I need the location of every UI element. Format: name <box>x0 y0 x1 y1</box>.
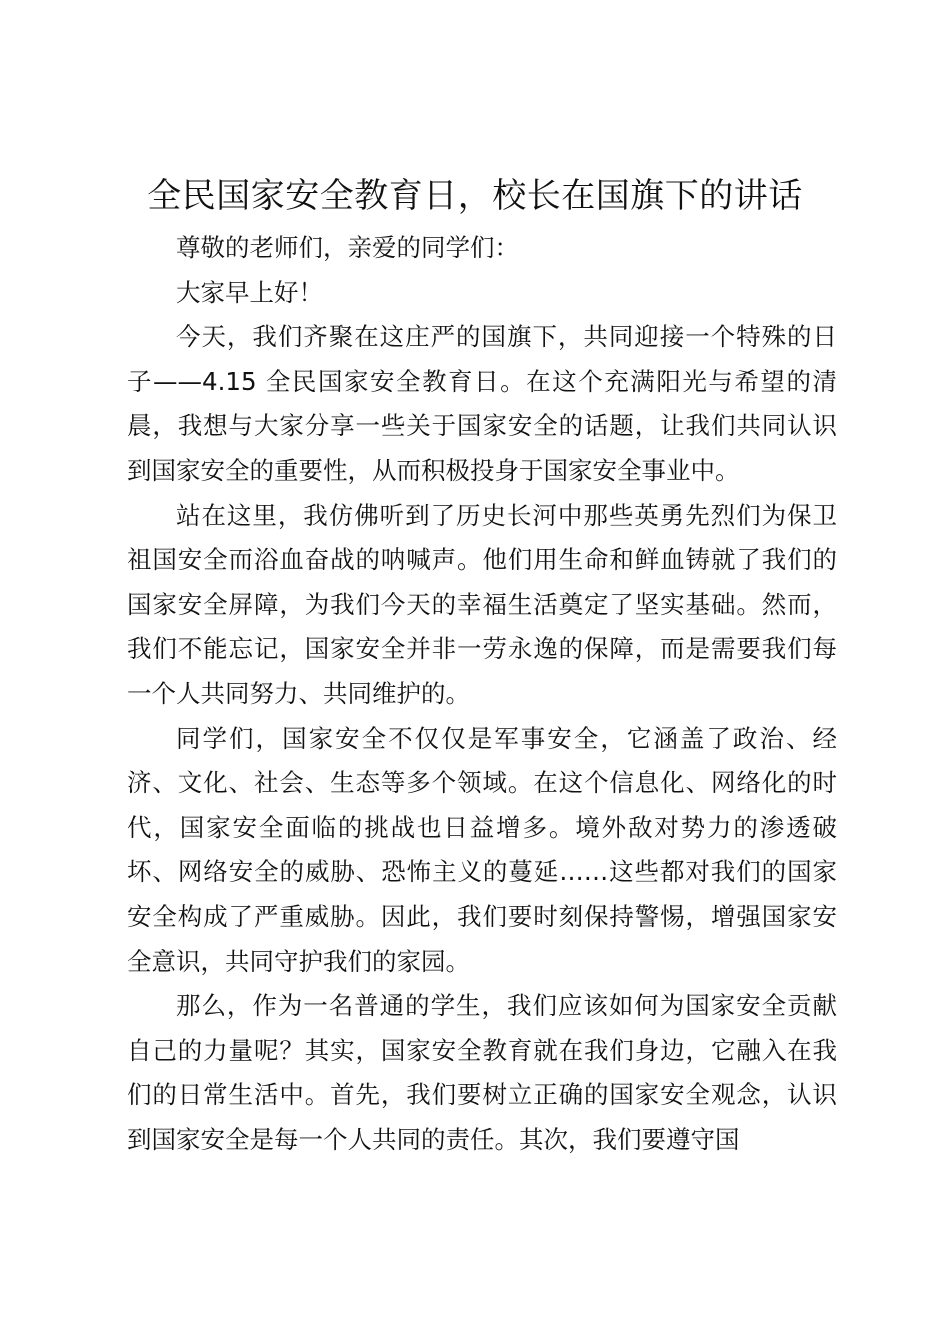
paragraph-scope: 同学们，国家安全不仅仅是军事安全，它涵盖了政治、经济、文化、社会、生态等多个领域。在这个信息化、网络化的时代，国家安全面临的挑战也日益增多。境外敌对势力的渗透破坏、网络安全的威胁、恐怖主义的蔓延……这些都对我们的国家安全构成了严重威胁。因此，我们要时刻保持警惕，增强国家安全意识，共同守护我们的家园。 <box>127 723 837 976</box>
document-title: 全民国家安全教育日，校长在国旗下的讲话 <box>147 176 803 216</box>
paragraph-student-role: 那么，作为一名普通的学生，我们应该如何为国家安全贡献自己的力量呢？其实，国家安全教育就在我们身边，它融入在我们的日常生活中。首先，我们要树立正确的国家安全观念，认识到国家安全是每一个人共同的责任。其次，我们要遵守国 <box>127 991 837 1154</box>
paragraph-greeting: 尊敬的老师们，亲爱的同学们： <box>176 233 519 262</box>
paragraph-history: 站在这里，我仿佛听到了历史长河中那些英勇先烈们为保卫祖国安全而浴血奋战的呐喊声。他们用生命和鲜血铸就了我们的国家安全屏障，为我们今天的幸福生活奠定了坚实基础。然而，我们不能忘记，国家安全并非一劳永逸的保障，而是需要我们每一个人共同努力、共同维护的。 <box>127 500 837 708</box>
document-body <box>127 226 837 1162</box>
paragraph-good-morning: 大家早上好！ <box>176 277 323 307</box>
paragraph-intro: 今天，我们齐聚在这庄严的国旗下，共同迎接一个特殊的日子——4.15 全民国家安全教育日。在这个充满阳光与希望的清晨，我想与大家分享一些关于国家安全的话题，让我们共同认识到国家安全的重要性，从而积极投身于国家安全事业中。 <box>127 322 837 485</box>
